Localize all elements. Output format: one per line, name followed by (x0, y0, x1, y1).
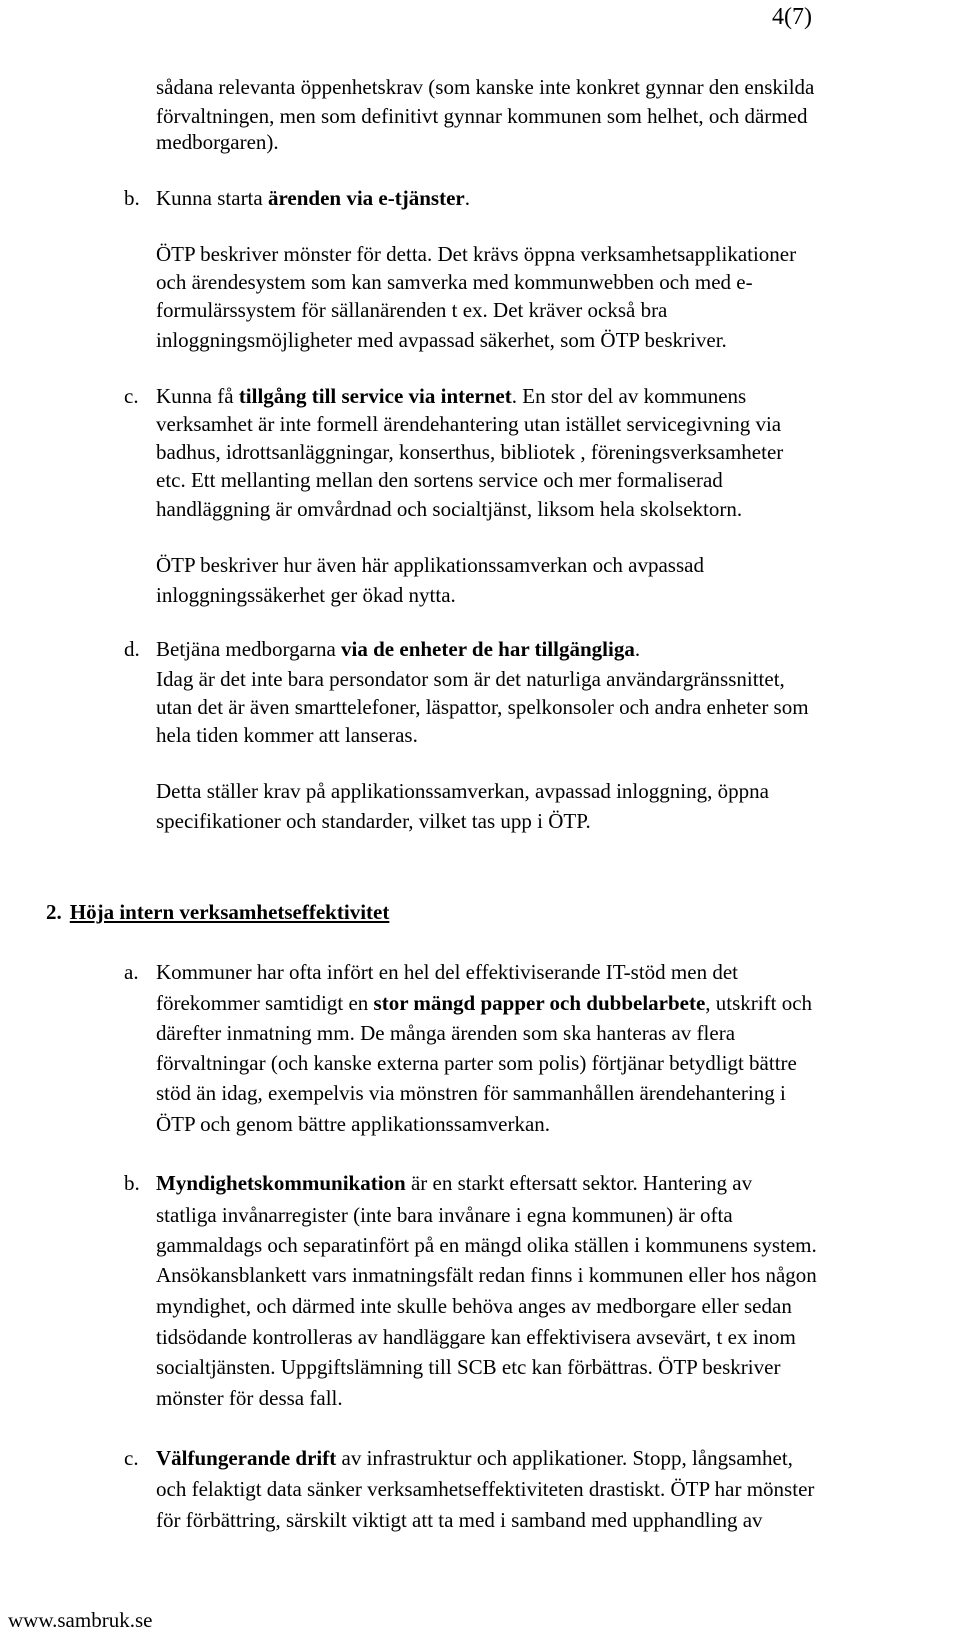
list-item-heading: Betjäna medborgarna via de enheter de har tillgängliga. (156, 637, 641, 661)
footer-url: www.sambruk.se (8, 1608, 153, 1632)
list-marker-c: c. (124, 384, 139, 408)
body-line: handläggning är omvårdnad och socialtjänst, liksom hela skolsektorn. (156, 497, 743, 521)
body-line: tidsödande kontrolleras av handläggare kan effektivisera avsevärt, t ex inom (156, 1325, 796, 1349)
list-marker-b: b. (124, 186, 140, 210)
list-item-heading: Kunna starta ärenden via e-tjänster. (156, 186, 470, 210)
body-line: ÖTP och genom bättre applikationssamverkan. (156, 1112, 551, 1136)
body-line: socialtjänsten. Uppgiftslämning till SCB etc kan förbättras. ÖTP beskriver (156, 1355, 781, 1379)
body-line: och felaktigt data sänker verksamhetseffektiviteten drastiskt. ÖTP har mönster (156, 1477, 815, 1501)
body-line: Idag är det inte bara persondator som är det naturliga användargränssnittet, (156, 667, 785, 691)
body-line: mönster för dessa fall. (156, 1386, 343, 1410)
body-line: hela tiden kommer att lanseras. (156, 723, 418, 747)
body-line: inloggningsmöjligheter med avpassad säkerhet, som ÖTP beskriver. (156, 328, 727, 352)
section-heading (46, 897, 389, 927)
list-item-heading: Kunna få tillgång till service via internet. En stor del av kommunens (156, 384, 747, 408)
list-marker-c: c. (124, 1446, 139, 1470)
body-line: statliga invånarregister (inte bara invånare i egna kommunen) är ofta (156, 1203, 733, 1227)
body-line: för förbättring, särskilt viktigt att ta med i samband med upphandling av (156, 1508, 763, 1532)
body-line: förvaltningar (och kanske externa parter som polis) förtjänar betydligt bättre (156, 1051, 797, 1075)
body-line: formulärssystem för sällanärenden t ex. Det kräver också bra (156, 298, 668, 322)
body-line: därefter inmatning mm. De många ärenden som ska hanteras av flera (156, 1021, 736, 1045)
body-line: medborgaren). (156, 130, 279, 154)
body-line: badhus, idrottsanläggningar, konserthus, bibliotek , föreningsverksamheter (156, 440, 784, 464)
body-line: ÖTP beskriver hur även här applikationssamverkan och avpassad (156, 553, 704, 577)
section-title: Höja intern verksamhetseffektivitet (69, 900, 390, 924)
body-line: sådana relevanta öppenhetskrav (som kanske inte konkret gynnar den enskilda (156, 75, 815, 99)
list-item-heading: Myndighetskommunikation är en starkt eftersatt sektor. Hantering av (156, 1171, 753, 1195)
body-line: utan det är även smarttelefoner, läspattor, spelkonsoler och andra enheter som (156, 695, 809, 719)
body-line: ÖTP beskriver mönster för detta. Det krävs öppna verksamhetsapplikationer (156, 242, 797, 266)
body-line: specifikationer och standarder, vilket tas upp i ÖTP. (156, 809, 591, 833)
body-line: och ärendesystem som kan samverka med kommunwebben och med e- (156, 270, 753, 294)
body-line: inloggningssäkerhet ger ökad nytta. (156, 583, 456, 607)
section-number: 2. (46, 900, 62, 924)
body-line: stöd än idag, exempelvis via mönstren för sammanhållen ärendehantering i (156, 1081, 786, 1105)
list-marker-d: d. (124, 637, 140, 661)
body-line: gammaldags och separatinfört på en mängd olika ställen i kommunens system. (156, 1233, 817, 1257)
body-line: myndighet, och därmed inte skulle behöva anges av medborgare eller sedan (156, 1294, 792, 1318)
body-line: Ansökansblankett vars inmatningsfält redan finns i kommunen eller hos någon (156, 1263, 817, 1287)
body-line: förekommer samtidigt en stor mängd papper och dubbelarbete, utskrift och (156, 991, 813, 1015)
page-number: 4(7) (772, 4, 812, 30)
body-line: etc. Ett mellanting mellan den sortens service och mer formaliserad (156, 468, 723, 492)
list-marker-a: a. (124, 960, 139, 984)
body-line: Kommuner har ofta infört en hel del effektiviserande IT-stöd men det (156, 960, 738, 984)
list-item-heading: Välfungerande drift av infrastruktur och applikationer. Stopp, långsamhet, (156, 1446, 793, 1470)
body-line: Detta ställer krav på applikationssamverkan, avpassad inloggning, öppna (156, 779, 769, 803)
body-line: förvaltningen, men som definitivt gynnar kommunen som helhet, och därmed (156, 104, 808, 128)
list-marker-b: b. (124, 1171, 140, 1195)
body-line: verksamhet är inte formell ärendehantering utan istället servicegivning via (156, 412, 782, 436)
